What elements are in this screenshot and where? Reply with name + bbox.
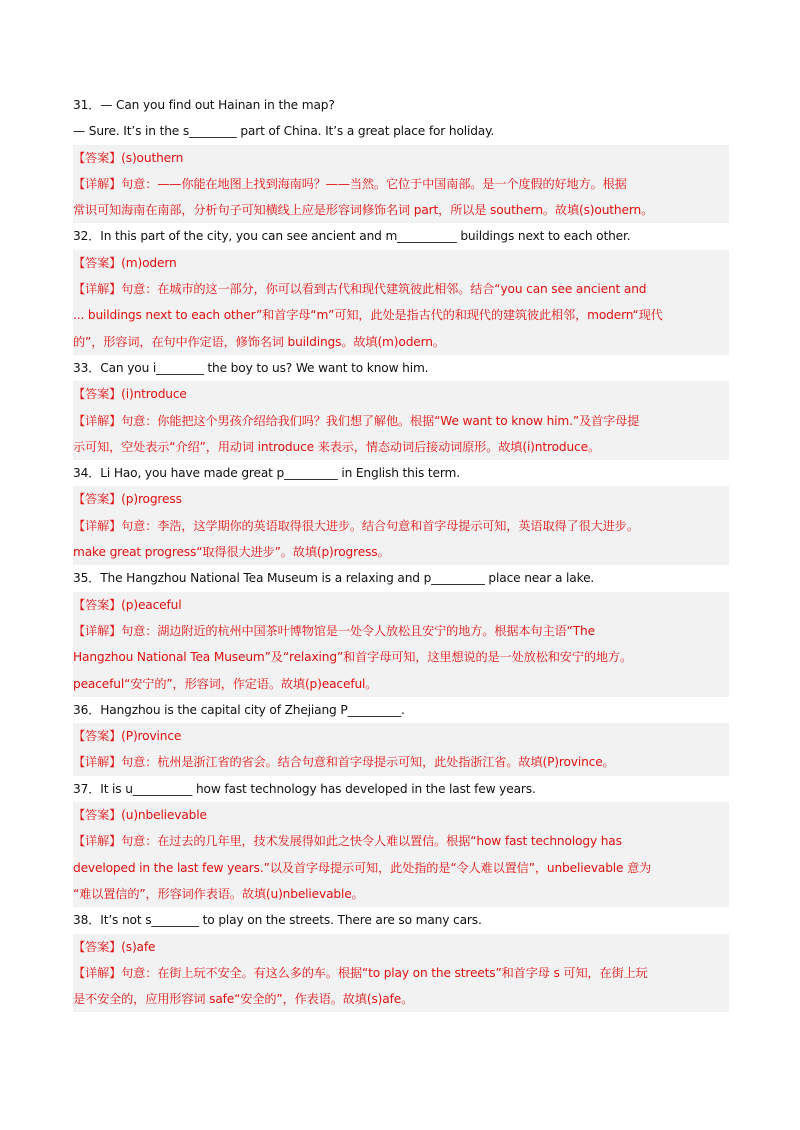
explanation-line: 【详解】句意：在过去的几年里，技术发展得如此之快令人难以置信。根据“how fast technology has [73, 828, 729, 854]
answer-line: 【答案】(s)outhern [73, 145, 729, 171]
exercise-item [73, 223, 729, 354]
answer-line: 【答案】(s)afe [73, 934, 729, 960]
answer-line: 【答案】(u)nbelievable [73, 802, 729, 828]
exercise-item [73, 92, 729, 223]
explanation-line: 【详解】句意：在城市的这一部分，你可以看到古代和现代建筑彼此相邻。结合“you can see ancient and [73, 276, 729, 302]
question-line: 37．It is u__________ how fast technology has developed in the last few years. [73, 781, 536, 796]
exercise-item [73, 776, 729, 907]
explanation-line: ... buildings next to each other”和首字母“m”可知，此处是指古代的和现代的建筑彼此相邻，modern“现代 [73, 302, 729, 328]
question-line: 31．— Can you find out Hainan in the map? [73, 98, 335, 112]
explanation-line: 【详解】句意：杭州是浙江省的省会。结合句意和首字母提示可知，此处指浙江省。故填(P)rovince。 [73, 749, 729, 775]
answer-line: 【答案】(p)eaceful [73, 592, 729, 618]
explanation-line: developed in the last few years.”以及首字母提示可知，此处指的是“令人难以置信”，unbelievable 意为 [73, 855, 729, 881]
answer-line: 【答案】(m)odern [73, 250, 729, 276]
question-line: 33．Can you i________ the boy to us? We want to know him. [73, 360, 429, 375]
explanation-line: make great progress“取得很大进步”。故填(p)rogress。 [73, 539, 729, 565]
explanation-line: 【详解】句意：李浩，这学期你的英语取得很大进步。结合句意和首字母提示可知，英语取得了很大进步。 [73, 513, 729, 539]
exercise-item [73, 355, 729, 460]
explanation-line: 【详解】句意：——你能在地图上找到海南吗？——当然。它位于中国南部。是一个度假的好地方。根据 [73, 171, 729, 197]
explanation-line: 【详解】句意：你能把这个男孩介绍给我们吗？我们想了解他。根据“We want to know him.”及首字母提 [73, 408, 729, 434]
exercise-item [73, 697, 729, 776]
exercise-item [73, 565, 729, 696]
explanation-line: 是不安全的，应用形容词 safe“安全的”，作表语。故填(s)afe。 [73, 986, 729, 1012]
explanation-line: “难以置信的”，形容词作表语。故填(u)nbelievable。 [73, 881, 729, 907]
explanation-line: 【详解】句意：在街上玩不安全。有这么多的车。根据“to play on the streets”和首字母 s 可知，在街上玩 [73, 960, 729, 986]
explanation-line: Hangzhou National Tea Museum”及“relaxing”和首字母可知，这里想说的是一处放松和安宁的地方。 [73, 644, 729, 670]
explanation-line: 【详解】句意：湖边附近的杭州中国茶叶博物馆是一处令人放松且安宁的地方。根据本句主语“The [73, 618, 729, 644]
explanation-line: peaceful“安宁的”，形容词，作定语。故填(p)eaceful。 [73, 671, 729, 697]
question-line: 35．The Hangzhou National Tea Museum is a relaxing and p_________ place near a lake. [73, 571, 595, 586]
question-line: 38．It’s not s________ to play on the streets. There are so many cars. [73, 913, 482, 928]
exercise-item [73, 460, 729, 565]
question-line: 36．Hangzhou is the capital city of Zhejiang P_________. [73, 702, 405, 717]
answer-line: 【答案】(p)rogress [73, 486, 729, 512]
answer-line: 【答案】(i)ntroduce [73, 381, 729, 407]
explanation-line: 的”，形容词，在句中作定语，修饰名词 buildings。故填(m)odern。 [73, 329, 729, 355]
explanation-line: 常识可知海南在南部，分析句子可知横线上应是形容词修饰名词 part，所以是 southern。故填(s)outhern。 [73, 197, 729, 223]
question-line: — Sure. It’s in the s________ part of China. It’s a great place for holiday. [73, 124, 495, 139]
question-line: 34．Li Hao, you have made great p_________ in English this term. [73, 466, 460, 481]
exercise-item [73, 907, 729, 1012]
question-line: 32．In this part of the city, you can see ancient and m__________ buildings next to each other. [73, 229, 631, 244]
explanation-line: 示可知，空处表示“介绍”，用动词 introduce 来表示，情态动词后接动词原形。故填(i)ntroduce。 [73, 434, 729, 460]
exercise-list [73, 92, 729, 1012]
answer-line: 【答案】(P)rovince [73, 723, 729, 749]
